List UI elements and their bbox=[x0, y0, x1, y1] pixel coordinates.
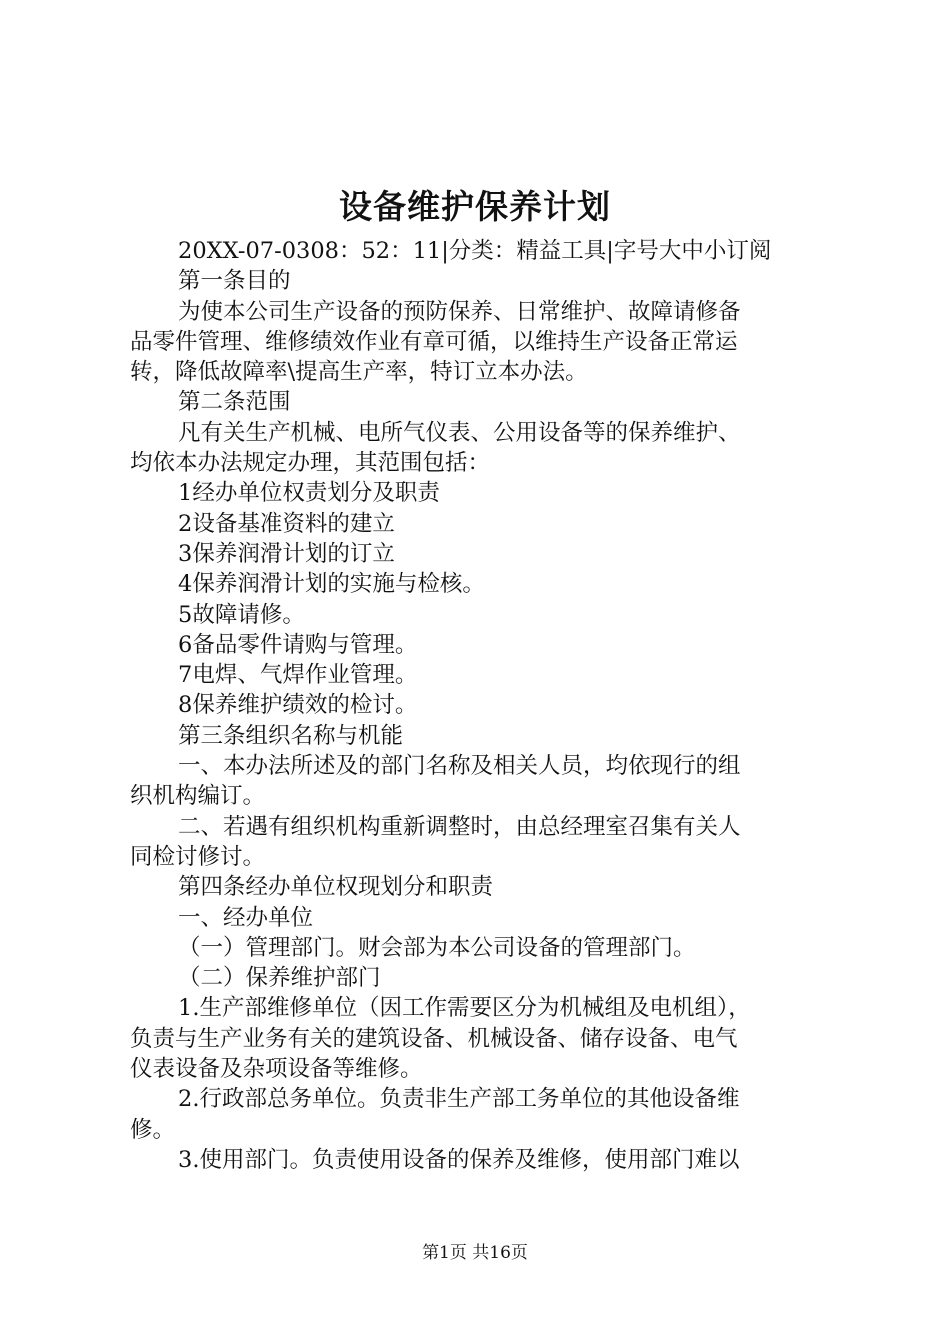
body-line: （二）保养维护部门 bbox=[178, 965, 381, 992]
body-line: 二、若遇有组织机构重新调整时，由总经理室召集有关人 bbox=[178, 813, 741, 840]
document-title: 设备维护保养计划 bbox=[339, 187, 611, 226]
body-line: 1.生产部维修单位（因工作需要区分为机械组及电机组）， bbox=[178, 995, 751, 1022]
body-line: 第一条目的 bbox=[178, 268, 291, 295]
body-line: 同检讨修讨。 bbox=[130, 843, 266, 870]
body-line: 第四条经办单位权现划分和职责 bbox=[178, 874, 494, 901]
body-line: 为使本公司生产设备的预防保养、日常维护、故障请修备 bbox=[178, 298, 741, 325]
body-line: 5故障请修。 bbox=[178, 601, 305, 628]
body-line: 修。 bbox=[130, 1116, 176, 1143]
body-line: 2设备基准资料的建立 bbox=[178, 510, 395, 537]
body-line: 品零件管理、维修绩效作业有章可循，以维持生产设备正常运 bbox=[130, 328, 738, 355]
body-line: 3保养润滑计划的订立 bbox=[178, 540, 395, 567]
body-line: 7电焊、气焊作业管理。 bbox=[178, 662, 418, 689]
body-line: 凡有关生产机械、电所气仪表、公用设备等的保养维护、 bbox=[178, 419, 741, 446]
body-line: 织机构编订。 bbox=[130, 783, 266, 810]
body-line: 1经办单位权责划分及职责 bbox=[178, 480, 440, 507]
body-line: （一）管理部门。财会部为本公司设备的管理部门。 bbox=[178, 934, 696, 961]
body-line: 负责与生产业务有关的建筑设备、机械设备、储存设备、电气 bbox=[130, 1025, 738, 1052]
body-line: 第三条组织名称与机能 bbox=[178, 722, 404, 749]
body-line: 一、本办法所述及的部门名称及相关人员，均依现行的组 bbox=[178, 753, 741, 780]
body-line: 6备品零件请购与管理。 bbox=[178, 631, 418, 658]
page-footer: 第1页 共16页 bbox=[422, 1243, 528, 1263]
body-line: 均依本办法规定办理，其范围包括： bbox=[130, 450, 491, 477]
body-line: 仪表设备及杂项设备等维修。 bbox=[130, 1056, 423, 1083]
body-line: 一、经办单位 bbox=[178, 904, 314, 931]
body-line: 第二条范围 bbox=[178, 389, 291, 416]
body-line: 8保养维护绩效的检讨。 bbox=[178, 692, 418, 719]
body-line: 2.行政部总务单位。负责非生产部工务单位的其他设备维 bbox=[178, 1086, 740, 1113]
body-line: 20XX-07-0308：52：11|分类：精益工具|字号大中小订阅 bbox=[178, 238, 772, 264]
body-line: 转，降低故障率\提高生产率，特订立本办法。 bbox=[130, 359, 588, 386]
body-line: 3.使用部门。负责使用设备的保养及维修，使用部门难以 bbox=[178, 1146, 740, 1173]
document-body bbox=[130, 236, 830, 1175]
body-line: 4保养润滑计划的实施与检核。 bbox=[178, 571, 485, 598]
